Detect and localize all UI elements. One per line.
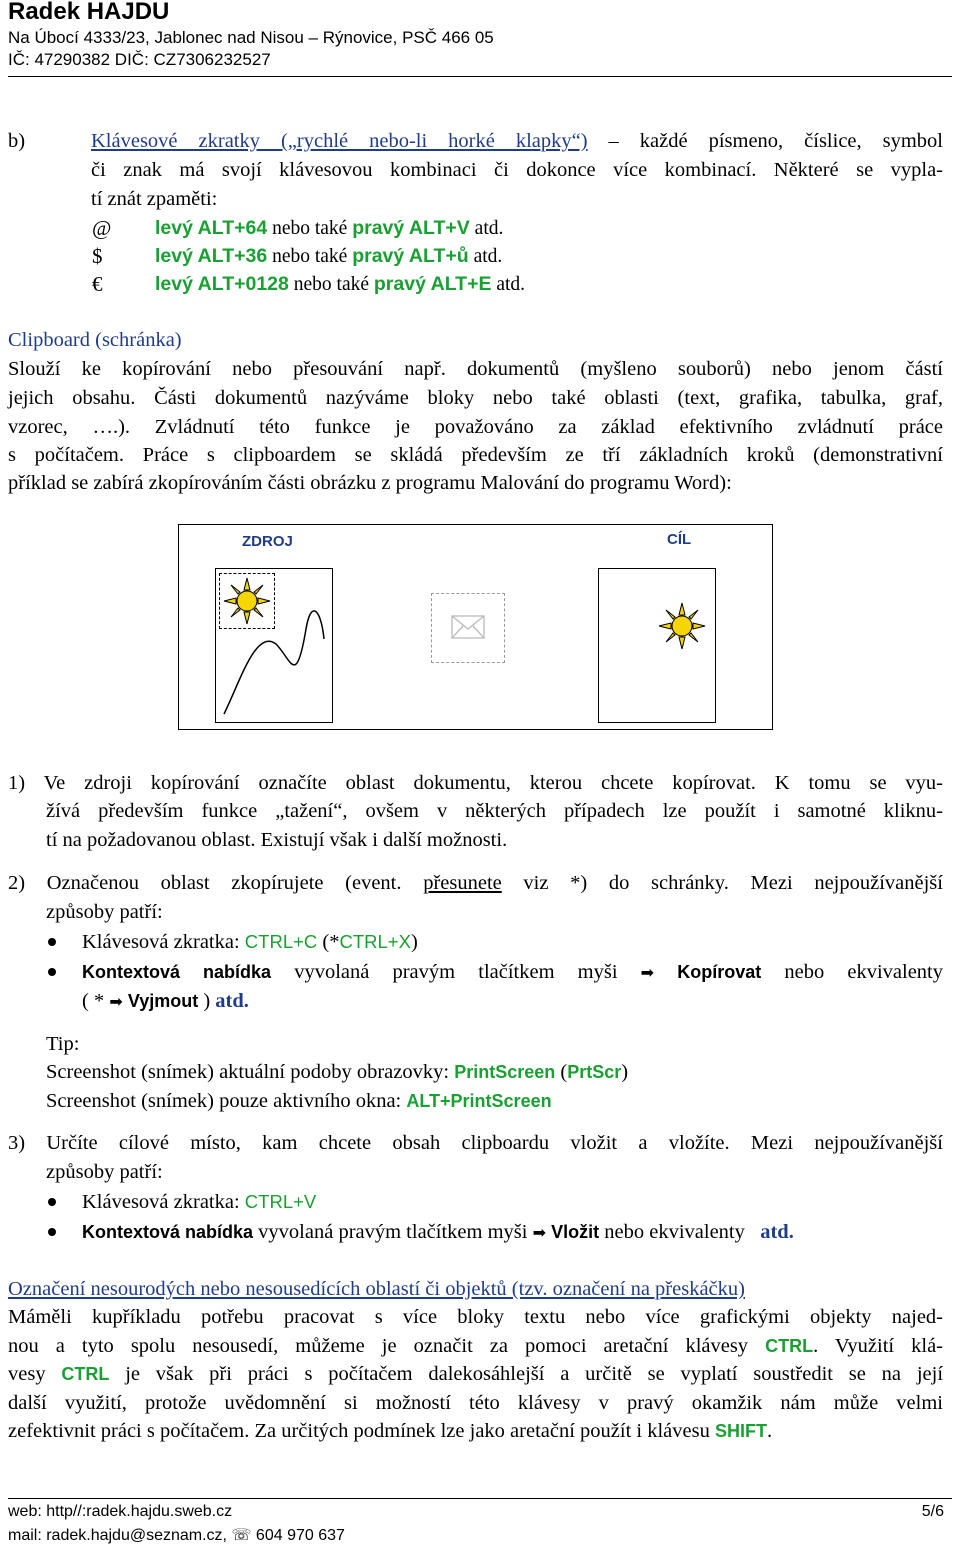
step3-line1: 3) Určíte cílové místo, kam chcete obsah clipboardu vložit a vložíte. Mezi nejpoužívanější <box>8 1132 943 1154</box>
nonadjacent-l5: zefektivnit práci s počítačem. Za určitých podmínek lze jako aretační použít i klávesu SHIFT. <box>8 1420 773 1442</box>
tip-line2: Screenshot (snímek) pouze aktivního okna: ALT+PrintScreen <box>46 1090 552 1112</box>
nonadjacent-l3: vesy CTRL je však při práci s počítačem dalekosáhlejší a určitě se vyplatí soustředit se na její <box>8 1363 944 1385</box>
clipboard-area <box>431 593 505 663</box>
shortcut-row-euro: levý ALT+0128 nebo také pravý ALT+E atd. <box>155 273 526 295</box>
section-b-marker: b) <box>8 130 26 152</box>
author-address: Na Úbocí 4333/23, Jablonec nad Nisou – Rýnovice, PSČ 466 05 <box>8 28 494 47</box>
shortcut-row-dollar: levý ALT+36 nebo také pravý ALT+ů atd. <box>155 245 503 267</box>
phone-icon: ☏ <box>231 1525 252 1544</box>
step2-line1: 2) Označenou oblast zkopírujete (event. přesunete viz *) do schránky. Mezi nejpoužívanější <box>8 872 943 894</box>
target-label: CÍL <box>667 531 692 548</box>
step2-bullet2: Kontextová nabídka vyvolaná pravým tlačítkem myši ➡ Kopírovat nebo ekvivalenty <box>82 958 943 987</box>
footer-web[interactable]: web: http//:radek.hajdu.sweb.cz <box>8 1503 233 1520</box>
clipboard-p4: s počítačem. Práce s clipboardem se skládá především ze tří základních kroků (demonstrativní <box>8 444 943 466</box>
shortcut-row-at: levý ALT+64 nebo také pravý ALT+V atd. <box>155 217 504 239</box>
bullet-dot <box>48 1228 56 1236</box>
bullet-dot <box>48 938 56 946</box>
section-b-line2: či znak má svojí klávesovou kombinaci či dokonce více kombinací. Některé se vypla- <box>91 159 943 181</box>
move-link[interactable]: přesunete <box>423 872 502 894</box>
clipboard-p5: příklad se zabírá zkopírováním části obrázku z programu Malování do programu Word): <box>8 472 732 494</box>
arrow-right-icon: ➡ <box>532 1223 546 1242</box>
clipboard-p1: Slouží ke kopírování nebo přesouvání např. dokumentů (myšleno souborů) nebo jenom částí <box>8 358 943 380</box>
author-ids: IČ: 47290382 DIČ: CZ7306232527 <box>8 50 271 69</box>
section-b-line3: tí znát zpaměti: <box>91 188 218 210</box>
euro-symbol: € <box>92 272 103 296</box>
step1-line2: žívá především funkce „tažení“, ovšem v některých případech lze použít i samotné kliknu- <box>46 800 943 822</box>
step3-bullet1: Klávesová zkratka: CTRL+V <box>82 1191 317 1213</box>
at-symbol: @ <box>92 216 112 240</box>
nonadjacent-l2: nou a tyto spolu nesousedí, můžeme je označit za pomoci aretační klávesy CTRL. Využití klá- <box>8 1335 943 1357</box>
step2-bullet2-cont: ( * ➡ Vyjmout ) atd. <box>82 987 249 1016</box>
clipboard-p2: jejich obsahu. Části dokumentů nazýváme bloky nebo také oblasti (text, grafika, tabulka, graf, <box>8 387 943 409</box>
dollar-symbol: $ <box>92 244 103 268</box>
step3-line2: způsoby patří: <box>46 1161 163 1183</box>
section-b-line1: Klávesové zkratky („rychlé nebo-li horké klapky“) – každé písmeno, číslice, symbol <box>91 130 944 152</box>
footer <box>8 1498 952 1544</box>
tip-label: Tip: <box>46 1033 80 1055</box>
envelope-icon <box>432 594 503 661</box>
clipboard-heading: Clipboard (schránka) <box>8 329 182 351</box>
footer-phone: 604 970 637 <box>255 1527 345 1544</box>
clipboard-diagram <box>178 524 773 730</box>
step2-line2: způsoby patří: <box>46 901 163 923</box>
tip-line1: Screenshot (snímek) aktuální podoby obrazovky: PrintScreen (PrtScr) <box>46 1061 629 1083</box>
shortcuts-link[interactable]: Klávesové zkratky („rychlé nebo-li horké klapky“) <box>91 130 588 152</box>
nonadjacent-l1: Máměli kupříkladu potřebu pracovat s více bloky textu nebo více grafickými objekty najed- <box>8 1306 943 1328</box>
bullet-dot <box>48 1198 56 1206</box>
step1-line3: tí na požadovanou oblast. Existují však i další možnosti. <box>46 829 508 851</box>
source-label: ZDROJ <box>242 533 293 550</box>
page-number: 5/6 <box>921 1503 944 1520</box>
sun-icon <box>222 576 272 626</box>
nonadjacent-l4: další využití, protože uvědomnění si možností této klávesy v pravý okamžik nám může velmi <box>8 1392 943 1414</box>
step1-line1: 1) Ve zdroji kopírování označíte oblast dokumentu, kterou chcete kopírovat. K tomu se vyu- <box>8 772 943 794</box>
nonadjacent-heading[interactable]: Označení nesourodých nebo nesousedících oblastí či objektů (tzv. označení na přeskáčku) <box>8 1278 745 1300</box>
arrow-right-icon: ➡ <box>640 963 655 982</box>
step3-bullet2: Kontextová nabídka vyvolaná pravým tlačítkem myši ➡ Vložit nebo ekvivalenty atd. <box>82 1218 794 1247</box>
footer-contact <box>8 1525 345 1545</box>
sun-icon-pasted <box>657 601 707 651</box>
arrow-right-icon: ➡ <box>109 992 123 1011</box>
footer-mail[interactable]: mail: radek.hajdu@seznam.cz, <box>8 1527 232 1544</box>
step2-bullet1: Klávesová zkratka: CTRL+C (*CTRL+X) <box>82 931 418 953</box>
letterhead <box>8 0 952 77</box>
clipboard-p3: vzorec, ….). Zvládnutí této funkce je považováno za základ efektivního zvládnutí práce <box>8 416 943 438</box>
author-name: Radek HAJDU <box>8 0 170 25</box>
bullet-dot <box>48 968 56 976</box>
